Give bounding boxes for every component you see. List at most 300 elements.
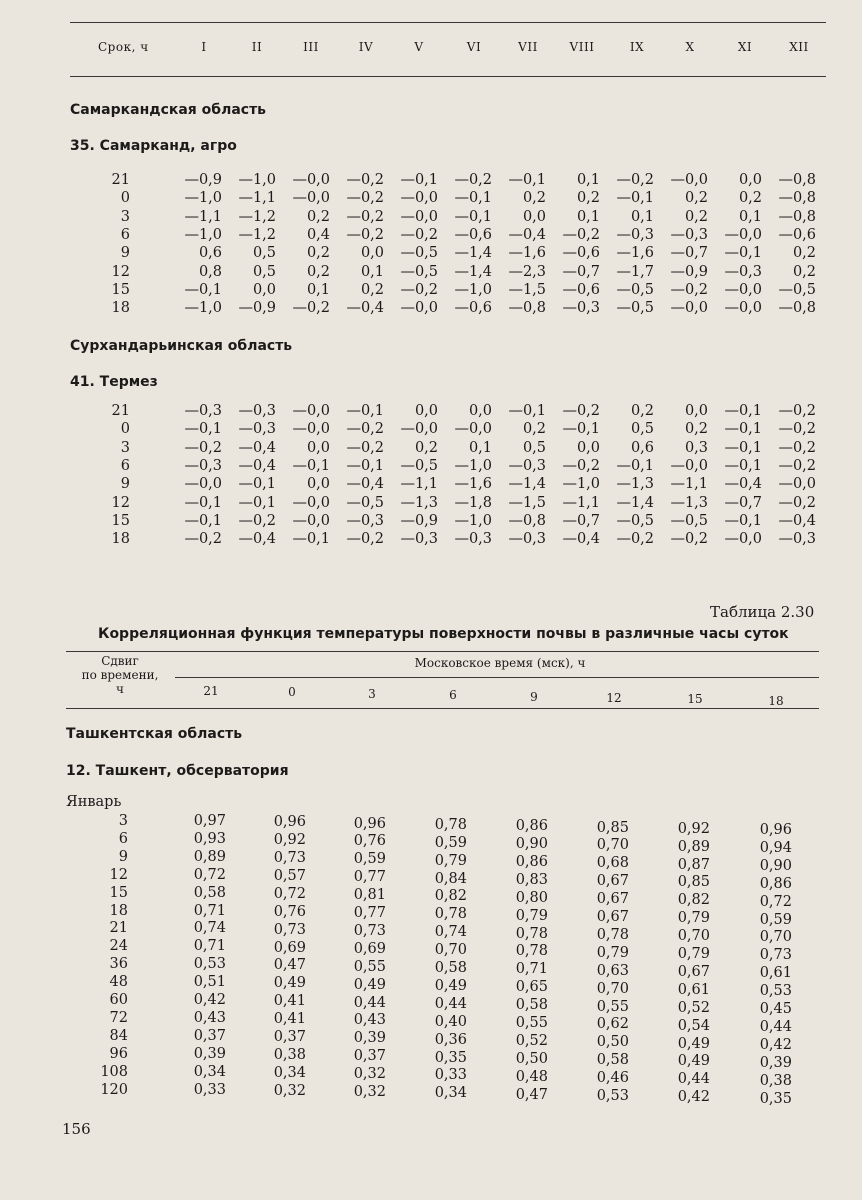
correlation-cell: 0,44 [759, 1018, 792, 1035]
table-cell: —0,1 [292, 457, 330, 474]
table-cell: —0,1 [346, 457, 384, 474]
termez-row [0, 513, 862, 531]
table-cell: 0,5 [252, 263, 276, 280]
table-cell: —0,5 [616, 512, 654, 529]
correlation-cell: 0,93 [193, 830, 226, 847]
correlation-cell: 0,42 [193, 992, 226, 1008]
correlation-row [0, 1045, 862, 1071]
table-cell: —0,6 [454, 226, 492, 243]
table-cell: 0,0 [468, 403, 492, 419]
samarkand-row [0, 300, 862, 318]
table-cell: 0,0 [576, 439, 600, 456]
correlation-cell: 0,71 [515, 961, 548, 978]
term-column-header: Срок, ч [98, 40, 149, 54]
table-cell: 0,2 [684, 208, 708, 225]
correlation-cell: 0,73 [759, 947, 792, 964]
correlation-cell: 0,41 [273, 1011, 306, 1028]
correlation-cell: 0,72 [759, 893, 792, 910]
table-cell: —0,3 [724, 263, 762, 280]
table-cell: —0,2 [346, 439, 384, 456]
table-cell: —0,9 [400, 512, 438, 529]
term-hour: 6 [120, 226, 130, 243]
table-cell: —0,3 [508, 457, 546, 474]
table-cell: —0,5 [400, 263, 438, 280]
table-cell: —1,0 [184, 300, 222, 317]
hour-header-6: 6 [449, 688, 457, 703]
table-cell: 0,2 [792, 263, 816, 280]
table-cell: 0,2 [306, 245, 330, 262]
samarkand-row [0, 245, 862, 263]
month-header-XI: XI [737, 40, 753, 54]
correlation-cell: 0,46 [596, 1070, 629, 1087]
month-header-X: X [685, 40, 695, 54]
table-cell: —0,2 [238, 512, 276, 529]
shift-hours: 21 [109, 920, 128, 937]
month-header-VIII: VIII [569, 40, 595, 54]
term-hour: 12 [111, 263, 130, 280]
table-cell: —0,8 [508, 512, 546, 529]
table-cell: 0,0 [306, 439, 330, 456]
table-cell: 0,5 [252, 245, 276, 262]
table-cell: —0,2 [778, 494, 816, 511]
correlation-cell: 0,59 [759, 911, 792, 928]
table-cell: 0,3 [684, 439, 708, 456]
term-hour: 3 [120, 208, 130, 225]
table-cell: —1,7 [616, 263, 654, 280]
table-cell: —0,1 [508, 172, 546, 188]
month-january: Январь [66, 794, 122, 810]
correlation-cell: 0,43 [193, 1009, 226, 1026]
table-cell: —0,0 [184, 476, 222, 493]
shift-label-1: Сдвиг [101, 654, 139, 668]
table-cell: —0,0 [724, 300, 762, 317]
table-cell: —0,1 [292, 531, 330, 548]
table-cell: —0,1 [724, 403, 762, 419]
correlation-cell: 0,59 [353, 851, 386, 868]
correlation-cell: 0,39 [759, 1054, 792, 1071]
correlation-cell: 0,50 [596, 1034, 629, 1051]
table-cell: 0,0 [684, 403, 708, 419]
table-cell: —0,5 [616, 300, 654, 317]
samarkand-row [0, 227, 862, 245]
correlation-cell: 0,47 [273, 957, 306, 974]
correlation-cell: 0,34 [434, 1085, 467, 1102]
shift-label-2: по времени, [81, 668, 159, 682]
table-cell: —0,8 [778, 300, 816, 317]
region-surkhandarya: Сурхандарьинская область [70, 338, 293, 354]
table-cell: 0,2 [306, 208, 330, 225]
samarkand-row [0, 190, 862, 208]
table-cell: —0,6 [562, 281, 600, 298]
hour-header-12: 12 [606, 691, 622, 705]
table-cell: —0,2 [562, 403, 600, 419]
correlation-cell: 0,53 [193, 956, 226, 973]
table-cell: —1,0 [184, 226, 222, 243]
correlation-cell: 0,48 [515, 1068, 548, 1085]
correlation-cell: 0,73 [353, 922, 386, 939]
table-cell: —0,2 [670, 531, 708, 548]
table-cell: —1,4 [616, 494, 654, 511]
table-cell: —1,3 [400, 494, 438, 511]
correlation-cell: 0,67 [596, 873, 629, 890]
correlation-cell: 0,76 [353, 833, 386, 850]
table-cell: —0,3 [184, 457, 222, 474]
table-cell: —0,1 [184, 281, 222, 298]
termez-row [0, 458, 862, 476]
correlation-cell: 0,86 [515, 853, 548, 870]
correlation-cell: 0,53 [759, 983, 792, 1000]
table-cell: —0,2 [778, 439, 816, 456]
table-cell: 0,2 [576, 190, 600, 207]
correlation-cell: 0,79 [677, 946, 710, 963]
correlation-cell: 0,85 [596, 819, 629, 836]
table-cell: —0,0 [778, 476, 816, 493]
correlation-cell: 0,90 [759, 857, 792, 874]
table-cell: —0,1 [184, 494, 222, 511]
table-cell: —0,3 [400, 531, 438, 548]
table-cell: —1,2 [238, 226, 276, 243]
table-cell: —0,4 [346, 300, 384, 317]
table-cell: —0,0 [292, 190, 330, 207]
correlation-cell: 0,96 [353, 815, 386, 832]
hour-header-21: 21 [203, 684, 219, 698]
correlation-cell: 0,77 [353, 869, 386, 886]
correlation-cell: 0,79 [434, 852, 467, 869]
table-cell: —1,0 [454, 512, 492, 529]
table-cell: —1,6 [508, 245, 546, 262]
table-cell: 0,2 [522, 421, 546, 438]
table-cell: —0,1 [454, 208, 492, 225]
table-cell: —1,4 [454, 245, 492, 262]
correlation-cell: 0,44 [353, 994, 386, 1011]
correlation-cell: 0,58 [193, 884, 226, 901]
table-cell: —0,9 [184, 172, 222, 188]
correlation-cell: 0,79 [596, 944, 629, 961]
correlation-cell: 0,68 [596, 855, 629, 872]
correlation-cell: 0,69 [273, 939, 306, 956]
correlation-cell: 0,70 [759, 929, 792, 946]
shift-hours: 24 [109, 938, 128, 955]
table-cell: —0,8 [508, 300, 546, 317]
correlation-cell: 0,49 [677, 1035, 710, 1052]
hour-header-0: 0 [288, 685, 296, 700]
table-number: Таблица 2.30 [710, 603, 815, 621]
correlation-cell: 0,33 [434, 1067, 467, 1084]
table-cell: —0,0 [292, 512, 330, 529]
correlation-cell: 0,51 [193, 974, 226, 991]
table-cell: 0,1 [630, 208, 654, 225]
term-hour: 12 [111, 494, 130, 511]
table-cell: —0,5 [778, 281, 816, 298]
table-cell: —0,2 [184, 531, 222, 548]
correlation-cell: 0,72 [193, 866, 226, 883]
termez-row [0, 495, 862, 513]
table-cell: —0,9 [670, 263, 708, 280]
correlation-cell: 0,85 [677, 874, 710, 891]
correlation-cell: 0,47 [515, 1086, 548, 1103]
term-hour: 21 [111, 172, 130, 188]
table-cell: —1,0 [454, 281, 492, 298]
month-header-VII: VII [518, 40, 538, 54]
correlation-cell: 0,39 [353, 1030, 386, 1047]
correlation-cell: 0,78 [434, 816, 467, 833]
table230-top-rule [66, 651, 819, 652]
correlation-cell: 0,77 [353, 905, 386, 922]
table-cell: —1,5 [508, 494, 546, 511]
hour-header-3: 3 [368, 686, 376, 701]
table-cell: —0,0 [400, 300, 438, 317]
table-cell: —0,2 [562, 457, 600, 474]
correlation-row [0, 1027, 862, 1053]
table-cell: —0,7 [562, 512, 600, 529]
samarkand-row [0, 209, 862, 227]
table-cell: —1,8 [454, 494, 492, 511]
correlation-cell: 0,79 [677, 910, 710, 927]
table-cell: 0,2 [684, 190, 708, 207]
term-hour: 15 [111, 512, 130, 529]
correlation-cell: 0,61 [759, 965, 792, 982]
correlation-cell: 0,69 [353, 940, 386, 957]
termez-row [0, 531, 862, 549]
station-samarkand: 35. Самарканд, агро [70, 138, 237, 154]
table-cell: —0,4 [778, 512, 816, 529]
table-cell: —0,3 [616, 226, 654, 243]
correlation-cell: 0,49 [434, 977, 467, 994]
correlation-cell: 0,55 [515, 1015, 548, 1032]
table-cell: —0,6 [562, 245, 600, 262]
correlation-cell: 0,84 [434, 870, 467, 887]
correlation-cell: 0,58 [515, 997, 548, 1014]
table-cell: —0,2 [778, 457, 816, 474]
correlation-cell: 0,45 [759, 1001, 792, 1018]
month-header-XII: XII [789, 40, 809, 54]
correlation-cell: 0,37 [273, 1029, 306, 1046]
table-cell: 0,4 [306, 226, 330, 243]
month-header-IV: IV [358, 40, 374, 54]
table-cell: —0,2 [346, 226, 384, 243]
correlation-row [0, 956, 862, 982]
correlation-cell: 0,71 [193, 938, 226, 955]
table-cell: —1,1 [238, 190, 276, 207]
table-cell: —0,8 [778, 190, 816, 207]
table-cell: —0,6 [778, 226, 816, 243]
table-cell: —0,7 [724, 494, 762, 511]
samarkand-row [0, 172, 862, 190]
shift-hours: 9 [118, 848, 128, 865]
table-cell: —1,0 [238, 172, 276, 188]
table-cell: —0,2 [346, 421, 384, 438]
station-tashkent: 12. Ташкент, обсерватория [66, 763, 289, 779]
table-cell: 0,2 [360, 281, 384, 298]
table-cell: —1,0 [184, 190, 222, 207]
correlation-cell: 0,42 [759, 1036, 792, 1053]
table-cell: —0,8 [778, 172, 816, 188]
table-cell: —0,3 [238, 403, 276, 419]
correlation-cell: 0,34 [273, 1064, 306, 1081]
correlation-cell: 0,50 [515, 1050, 548, 1067]
table-cell: —0,0 [724, 531, 762, 548]
shift-hours: 120 [100, 1081, 128, 1098]
termez-row [0, 403, 862, 421]
table-cell: —0,1 [508, 403, 546, 419]
correlation-row [0, 902, 862, 928]
correlation-cell: 0,72 [273, 885, 306, 902]
table-cell: —0,4 [238, 531, 276, 548]
shift-hours: 15 [109, 884, 128, 901]
table-cell: —0,1 [724, 421, 762, 438]
termez-row [0, 421, 862, 439]
correlation-cell: 0,67 [677, 963, 710, 980]
table-cell: —0,2 [616, 531, 654, 548]
table-cell: —0,4 [238, 439, 276, 456]
table-cell: —0,1 [724, 512, 762, 529]
correlation-cell: 0,78 [515, 943, 548, 960]
correlation-cell: 0,44 [677, 1071, 710, 1088]
correlation-cell: 0,37 [193, 1027, 226, 1044]
table-cell: —0,3 [184, 403, 222, 419]
correlation-row [0, 884, 862, 910]
correlation-cell: 0,49 [677, 1053, 710, 1070]
table-cell: —0,2 [346, 172, 384, 188]
table-cell: —0,2 [346, 190, 384, 207]
table-cell: —0,6 [454, 300, 492, 317]
correlation-cell: 0,70 [434, 942, 467, 959]
table-cell: —0,5 [616, 281, 654, 298]
correlation-cell: 0,67 [596, 909, 629, 925]
table-cell: —0,0 [724, 281, 762, 298]
table-cell: 0,0 [360, 245, 384, 262]
correlation-row [0, 1063, 862, 1089]
table-cell: —1,4 [508, 476, 546, 493]
correlation-cell: 0,96 [759, 822, 792, 839]
table-cell: —0,0 [400, 190, 438, 207]
station-termez: 41. Термез [70, 374, 158, 390]
correlation-cell: 0,65 [515, 979, 548, 996]
table-cell: 0,5 [630, 421, 654, 438]
correlation-cell: 0,71 [193, 902, 226, 919]
table-cell: —0,3 [508, 531, 546, 548]
correlation-cell: 0,80 [515, 889, 548, 906]
table-cell: —0,2 [292, 300, 330, 317]
header-rule [70, 76, 826, 77]
correlation-cell: 0,53 [596, 1088, 629, 1104]
table-cell: 0,6 [630, 439, 654, 456]
table-cell: —1,0 [562, 476, 600, 493]
correlation-cell: 0,78 [515, 925, 548, 942]
correlation-cell: 0,49 [273, 975, 306, 992]
shift-hours: 48 [109, 974, 128, 991]
table-cell: —0,1 [616, 190, 654, 207]
table-cell: —0,2 [778, 421, 816, 438]
table-cell: —0,9 [238, 300, 276, 317]
table-cell: —0,1 [724, 245, 762, 262]
page-number: 156 [62, 1120, 91, 1138]
table-cell: 0,0 [414, 403, 438, 419]
table-cell: —0,1 [346, 403, 384, 419]
shift-hours: 6 [118, 830, 128, 847]
hour-header-15: 15 [687, 692, 703, 707]
table-cell: —1,3 [670, 494, 708, 511]
table-cell: 0,1 [576, 172, 600, 188]
table-cell: —1,1 [400, 476, 438, 493]
month-header-IX: IX [629, 40, 645, 54]
table-cell: —0,2 [562, 226, 600, 243]
table-cell: —0,0 [400, 208, 438, 225]
table-cell: —0,3 [670, 226, 708, 243]
table-cell: 0,0 [738, 172, 762, 188]
table-cell: —0,4 [724, 476, 762, 493]
month-header-VI: VI [466, 40, 482, 54]
table230-header-rule [66, 708, 819, 709]
correlation-cell: 0,97 [193, 813, 226, 829]
table-cell: 0,1 [360, 263, 384, 280]
term-hour: 9 [120, 245, 130, 262]
correlation-cell: 0,73 [273, 850, 306, 867]
table-cell: —0,0 [724, 226, 762, 243]
table-cell: —0,5 [400, 457, 438, 474]
table-cell: 0,8 [198, 263, 222, 280]
hour-header-18: 18 [768, 693, 784, 708]
correlation-cell: 0,55 [596, 998, 629, 1015]
shift-hours: 84 [109, 1027, 128, 1044]
shift-hours: 60 [109, 992, 128, 1008]
correlation-cell: 0,92 [677, 820, 710, 837]
correlation-cell: 0,55 [353, 958, 386, 975]
table-cell: 0,6 [198, 245, 222, 262]
table-cell: —0,1 [238, 494, 276, 511]
correlation-cell: 0,40 [434, 1013, 467, 1030]
correlation-cell: 0,38 [759, 1072, 792, 1089]
term-hour: 18 [111, 300, 130, 317]
correlation-cell: 0,39 [193, 1045, 226, 1062]
table-cell: —1,2 [238, 208, 276, 225]
correlation-cell: 0,52 [515, 1032, 548, 1049]
table-cell: —0,0 [454, 421, 492, 438]
table-cell: 0,2 [414, 439, 438, 456]
table-cell: —0,3 [562, 300, 600, 317]
table-cell: —1,1 [184, 208, 222, 225]
correlation-cell: 0,82 [677, 892, 710, 909]
table-cell: —1,6 [454, 476, 492, 493]
correlation-cell: 0,58 [596, 1052, 629, 1069]
term-hour: 0 [120, 190, 130, 207]
correlation-cell: 0,36 [434, 1031, 467, 1048]
term-hour: 15 [111, 281, 130, 298]
table-cell: —0,0 [292, 494, 330, 511]
correlation-row [0, 938, 862, 964]
top-rule [70, 22, 826, 23]
correlation-cell: 0,90 [515, 836, 548, 853]
correlation-cell: 0,43 [353, 1012, 386, 1029]
table-cell: —0,1 [724, 439, 762, 456]
samarkand-row [0, 264, 862, 282]
correlation-row [0, 920, 862, 946]
correlation-cell: 0,44 [434, 995, 467, 1012]
correlation-cell: 0,70 [596, 837, 629, 854]
table-cell: —0,5 [400, 245, 438, 262]
correlation-cell: 0,33 [193, 1081, 226, 1098]
correlation-cell: 0,34 [193, 1063, 226, 1080]
correlation-cell: 0,74 [434, 924, 467, 941]
termez-row [0, 440, 862, 458]
table-cell: 0,2 [522, 190, 546, 207]
correlation-cell: 0,35 [434, 1049, 467, 1066]
correlation-cell: 0,32 [353, 1066, 386, 1083]
correlation-cell: 0,32 [273, 1082, 306, 1099]
table-cell: —0,7 [670, 245, 708, 262]
correlation-cell: 0,38 [273, 1046, 306, 1063]
correlation-cell: 0,96 [273, 814, 306, 831]
